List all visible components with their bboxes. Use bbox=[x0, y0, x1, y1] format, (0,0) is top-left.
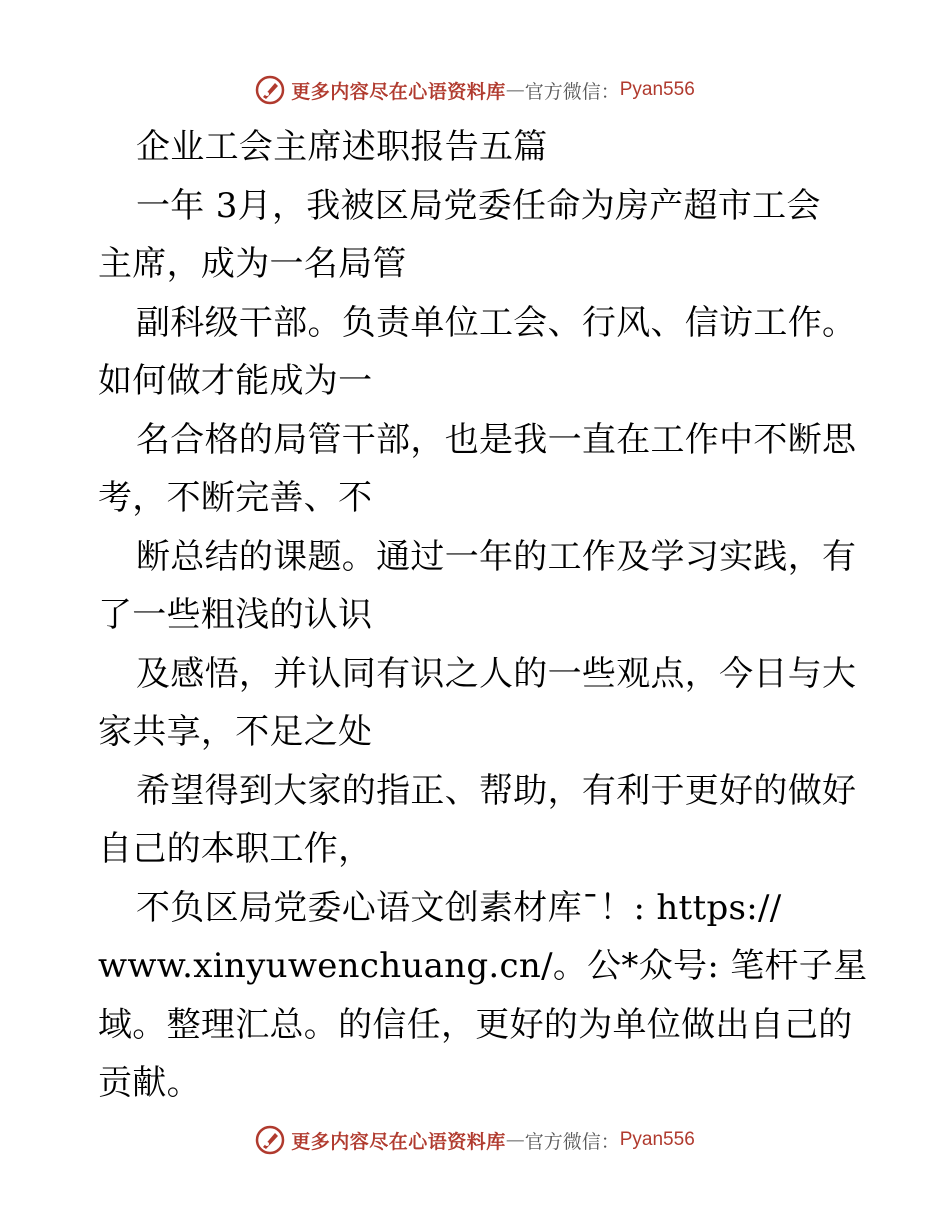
document-title: 企业工会主席述职报告五篇 bbox=[136, 127, 548, 167]
paragraph-line: 名合格的局管干部，也是我一直在工作中不断思 bbox=[136, 419, 857, 460]
paragraph-line: 家共享，不足之处 bbox=[98, 712, 373, 752]
paragraph-line: 考，不断完善、不 bbox=[98, 478, 373, 518]
paragraph-line: 了一些粗浅的认识 bbox=[98, 595, 373, 635]
footer-banner bbox=[0, 1120, 950, 1160]
paragraph-line: 断总结的课题。通过一年的工作及学习实践，有 bbox=[136, 536, 857, 577]
document-body bbox=[98, 118, 868, 1113]
paragraph-line: 域。整理汇总。的信任，更好的为单位做出自己的 bbox=[98, 1004, 853, 1045]
banner-main-text: 更多内容尽在心语资料库 bbox=[291, 80, 506, 103]
banner-wechat-label: 官方微信： bbox=[524, 1130, 620, 1153]
paragraph-line: 主席，成为一名局管 bbox=[98, 244, 407, 284]
paragraph-line: 不负区局党委心语文创素材库¯！: https:// bbox=[136, 887, 782, 928]
header-banner bbox=[0, 70, 950, 110]
paragraph-line: 副科级干部。负责单位工会、行风、信访工作。 bbox=[136, 302, 857, 343]
banner-wechat-id: Pyan556 bbox=[619, 79, 695, 100]
paragraph-line: www.xinyuwenchuang.cn/。公*众号: 笔杆子星 bbox=[98, 946, 868, 986]
paragraph-line: 一年 3月，我被区局党委任命为房产超市工会 bbox=[136, 185, 821, 226]
banner-wechat-id: Pyan556 bbox=[619, 1129, 695, 1150]
banner-wechat-label: 官方微信： bbox=[524, 80, 620, 103]
pen-nib-logo-icon bbox=[255, 75, 285, 105]
banner-separator: — bbox=[505, 79, 525, 101]
paragraph-line: 贡献。 bbox=[98, 1063, 201, 1103]
banner-separator: — bbox=[505, 1129, 525, 1151]
paragraph-line: 及感悟，并认同有识之人的一些观点，今日与大 bbox=[136, 653, 857, 694]
paragraph-line: 自己的本职工作， bbox=[98, 829, 373, 869]
banner-main-text: 更多内容尽在心语资料库 bbox=[291, 1130, 506, 1153]
paragraph-line: 如何做才能成为一 bbox=[98, 361, 373, 401]
pen-nib-logo-icon bbox=[255, 1125, 285, 1155]
paragraph-line: 希望得到大家的指正、帮助，有利于更好的做好 bbox=[136, 770, 857, 811]
